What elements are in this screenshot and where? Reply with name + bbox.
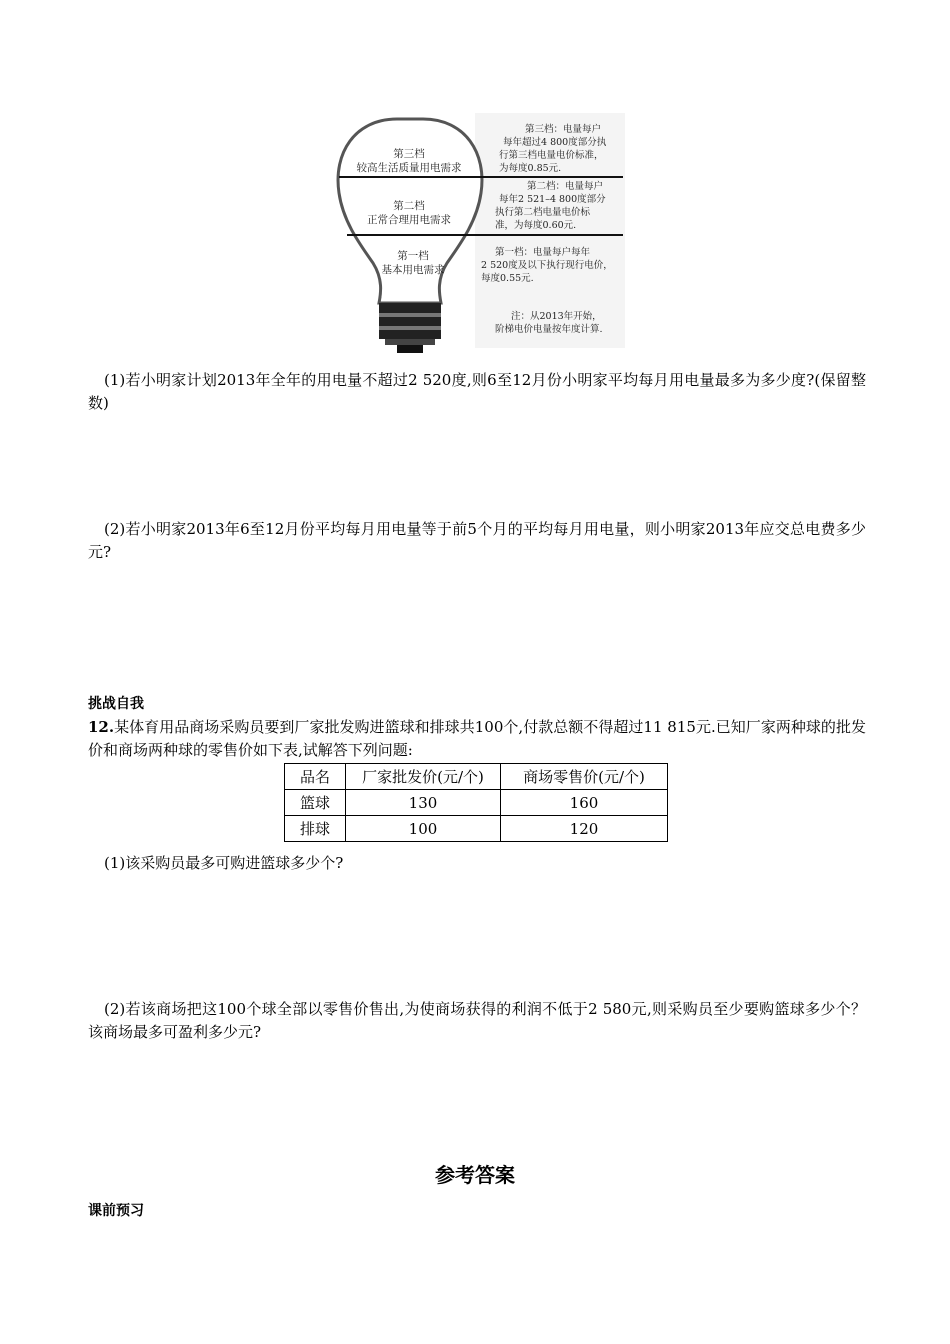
note1-line: 第一档：电量每户每年	[495, 247, 591, 258]
section-heading-preview: 课前预习	[88, 1203, 144, 1219]
note3-line: 为每度0.85元.	[499, 163, 562, 174]
note1-line: 每度0.55元.	[481, 273, 534, 284]
note2-line: 第二档：电量每户	[527, 181, 604, 192]
q11-part2: (2)若小明家2013年6至12月份平均每月用电量等于前5个月的平均每月用电量，则小明家2013年应交总电费多少元?	[88, 520, 866, 561]
q12-part2: (2)若该商场把这100个球全部以零售价售出,为使商场获得的利润不低于2 580元,则采购员至少要购篮球多少个？该商场最多可盈利多少元?	[88, 1000, 866, 1041]
note3-line: 每年超过4 800度部分执	[503, 137, 607, 148]
price-table	[284, 763, 668, 842]
q11-part1: (1)若小明家计划2013年全年的用电量不超过2 520度,则6至12月份小明家平均每月用电量最多为多少度?(保留整数)	[88, 371, 866, 412]
table-cell: 排球	[285, 816, 346, 842]
note2-line: 准，为每度0.60元.	[495, 220, 577, 231]
tier3-name: 第三档	[393, 148, 425, 160]
tiered-electricity-bulb-figure	[335, 113, 625, 359]
table-header-cell: 厂家批发价(元/个)	[346, 764, 501, 790]
q12-text: 某体育用品商场采购员要到厂家批发购进篮球和排球共100个,付款总额不得超过11 815元.已知厂家两种球的批发价和商场两种球的零售价如下表,试解答下列问题:	[88, 718, 866, 759]
table-cell: 120	[501, 816, 668, 842]
note2-line: 每年2 521–4 800度部分	[499, 194, 606, 205]
table-cell: 160	[501, 790, 668, 816]
note1-line: 2 520度及以下执行现行电价，	[481, 260, 613, 271]
figure-footnote: 注：从2013年开始，	[511, 311, 602, 322]
answers-title: 参考答案	[435, 1163, 515, 1187]
tier1-name: 第一档	[397, 250, 429, 262]
section-heading-challenge: 挑战自我	[88, 696, 144, 712]
table-cell: 100	[346, 816, 501, 842]
tier1-desc: 基本用电需求	[381, 264, 445, 276]
table-header-cell: 品名	[285, 764, 346, 790]
q12-number: 12.	[88, 718, 115, 736]
note3-line: 行第三档电量电价标准，	[499, 150, 604, 161]
tier2-desc: 正常合理用电需求	[367, 214, 451, 226]
table-cell: 篮球	[285, 790, 346, 816]
q12-stem	[88, 716, 866, 762]
figure-footnote: 阶梯电价电量按年度计算.	[495, 324, 603, 335]
q12-part1: (1)该采购员最多可购进篮球多少个?	[104, 854, 344, 872]
note2-line: 执行第二档电量电价标	[495, 207, 591, 218]
tier2-name: 第二档	[393, 200, 425, 212]
note3-line: 第三档：电量每户	[525, 124, 602, 135]
table-row	[285, 816, 668, 842]
tier3-desc: 较高生活质量用电需求	[356, 162, 462, 174]
table-header-row	[285, 764, 668, 790]
table-header-cell: 商场零售价(元/个)	[501, 764, 668, 790]
table-row	[285, 790, 668, 816]
table-cell: 130	[346, 790, 501, 816]
